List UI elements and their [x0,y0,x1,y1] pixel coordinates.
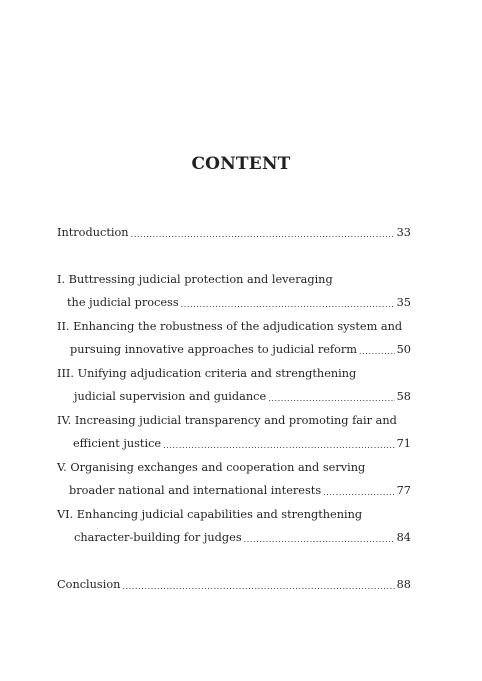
dot-leader [131,226,395,240]
toc-entry-conclusion[interactable] [57,576,411,592]
toc-entry-section-1-line-2[interactable] [57,294,411,310]
toc-entry-text: judicial supervision and guidance [74,390,267,403]
toc-page-number: 58 [396,390,411,403]
page-title: CONTENT [191,154,291,174]
toc-page-number: 35 [396,296,411,309]
toc-entry-section-2-line-1[interactable] [57,318,411,334]
toc-entry-section-3-line-1[interactable] [57,365,411,381]
dot-leader [122,578,394,592]
toc-entry-introduction[interactable] [57,224,411,240]
toc-entry-section-3-line-2[interactable] [57,388,411,404]
toc-entry-section-5-line-2[interactable] [57,482,411,498]
toc-page-number: 33 [396,226,411,239]
toc-page-number: 71 [396,437,411,450]
toc-entry-text: character-building for judges [74,531,242,544]
toc-entry-section-5-line-1[interactable] [57,459,411,475]
dot-leader [181,296,395,310]
toc-page-number: 84 [396,531,411,544]
toc-entry-section-4-line-1[interactable] [57,412,411,428]
toc-entry-text: Conclusion [57,578,121,591]
toc-entry-section-6-line-1[interactable] [57,506,411,522]
toc-entry-text: VI. Enhancing judicial capabilities and strengthening [57,508,363,521]
toc-entry-section-6-line-2[interactable] [57,529,411,545]
toc-entry-text: II. Enhancing the robustness of the adjudication system and [57,320,403,333]
toc-entry-section-2-line-2[interactable] [57,341,411,357]
toc-page-number: 50 [396,343,411,356]
toc-entry-text: III. Unifying adjudication criteria and strengthening [57,367,357,380]
dot-leader [359,343,395,357]
dot-leader [268,390,394,404]
toc-entry-text: I. Buttressing judicial protection and leveraging [57,273,333,286]
toc-page-number: 88 [396,578,411,591]
toc-entry-text: IV. Increasing judicial transparency and promoting fair and [57,414,397,427]
toc-entry-text: V. Organising exchanges and cooperation and serving [57,461,366,474]
toc-page-number: 77 [396,484,411,497]
toc-entry-text: efficient justice [73,437,162,450]
dot-leader [244,531,395,545]
toc-entry-text: the judicial process [67,296,179,309]
toc-entry-text: pursuing innovative approaches to judicial reform [70,343,358,356]
dot-leader [323,484,395,498]
dot-leader [163,437,395,451]
toc-entry-section-1-line-1[interactable] [57,271,411,287]
toc-entry-text: Introduction [57,226,129,239]
toc-entry-section-4-line-2[interactable] [57,435,411,451]
toc-entry-text: broader national and international interests [69,484,322,497]
